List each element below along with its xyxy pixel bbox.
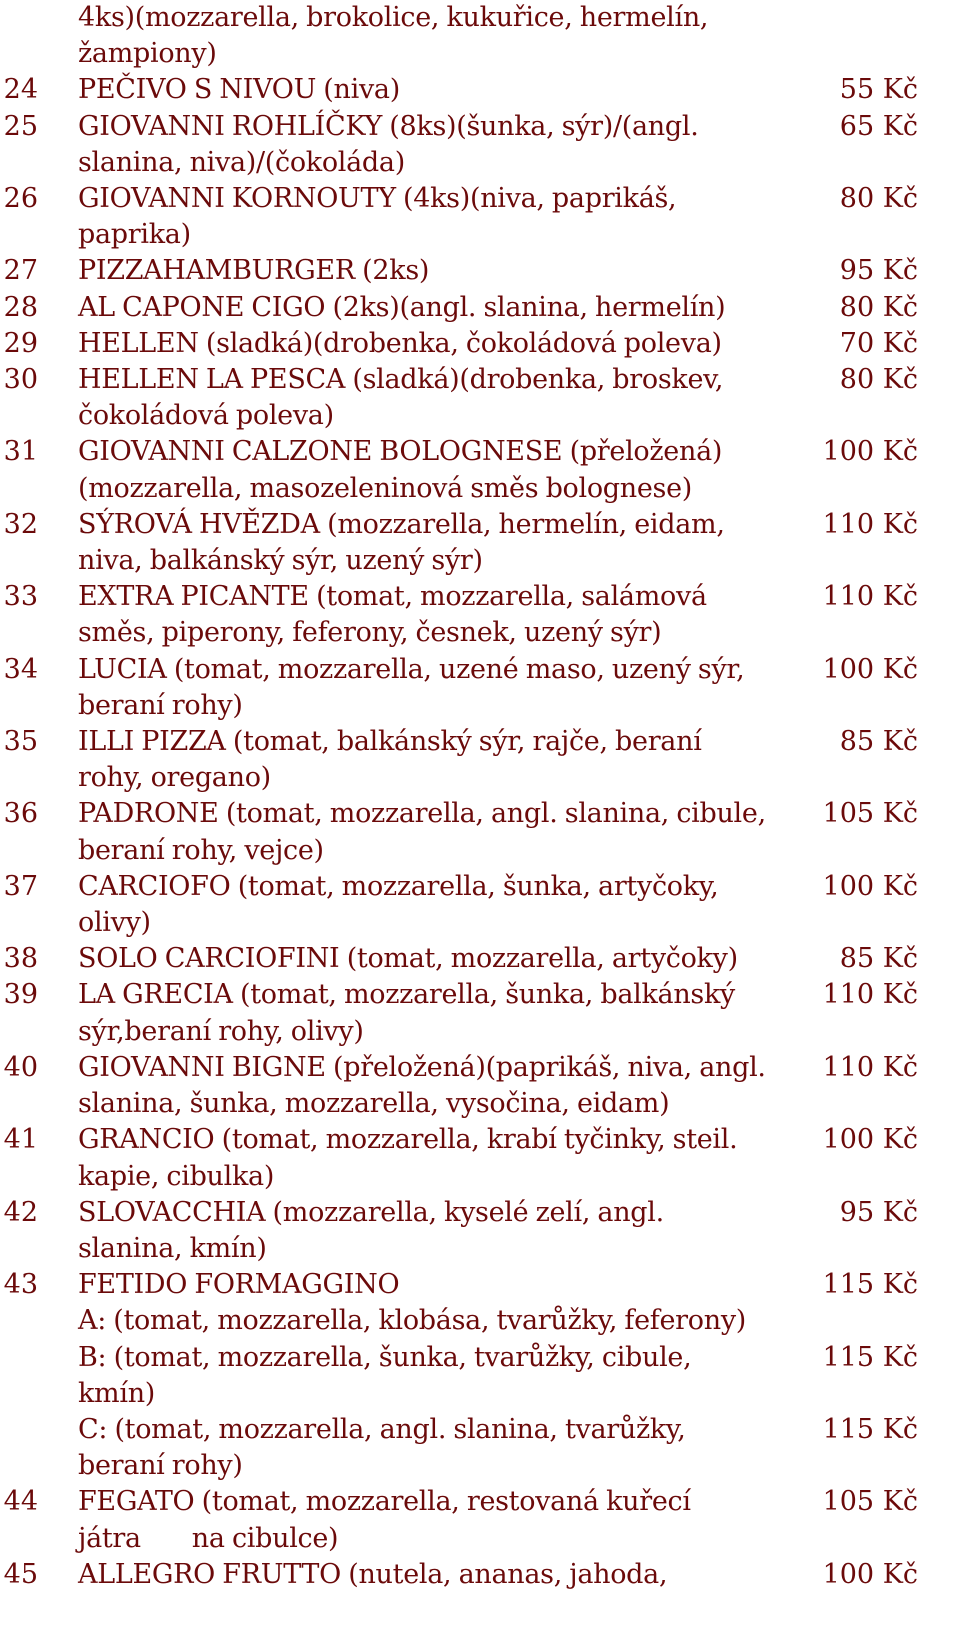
item-number: 42 bbox=[3, 1196, 38, 1228]
item-price: 115 Kč bbox=[822, 1269, 918, 1301]
menu-item bbox=[0, 941, 960, 977]
menu-item bbox=[0, 290, 960, 326]
item-price: 100 Kč bbox=[822, 1558, 918, 1590]
item-number: 45 bbox=[3, 1558, 38, 1590]
menu-item bbox=[0, 434, 960, 506]
item-description: FEGATO (tomat, mozzarella, restovaná kuřecí játra na cibulce) bbox=[78, 1486, 706, 1554]
menu-item bbox=[0, 253, 960, 289]
item-price: 115 Kč bbox=[822, 1341, 918, 1373]
item-price: 115 Kč bbox=[822, 1413, 918, 1445]
menu-item-variant bbox=[0, 1340, 960, 1412]
item-price: 80 Kč bbox=[839, 364, 918, 396]
item-number: 24 bbox=[3, 74, 38, 106]
item-price: 70 Kč bbox=[839, 327, 918, 359]
item-price: 80 Kč bbox=[839, 183, 918, 215]
item-number: 36 bbox=[3, 798, 38, 830]
item-description: AL CAPONE CIGO (2ks)(angl. slanina, hermelín) bbox=[78, 291, 726, 323]
item-description: FETIDO FORMAGGINO bbox=[78, 1269, 400, 1301]
item-description: HELLEN LA PESCA (sladká)(drobenka, broskev, čokoládová poleva) bbox=[78, 364, 724, 432]
item-number: 25 bbox=[3, 110, 38, 142]
item-number: 35 bbox=[3, 726, 38, 758]
menu-item bbox=[0, 1122, 960, 1194]
item-description: 4ks)(mozzarella, brokolice, kukuřice, hermelín, žampiony) bbox=[78, 2, 709, 70]
menu-item bbox=[0, 724, 960, 796]
item-description: EXTRA PICANTE (tomat, mozzarella, salámová směs, piperony, feferony, česnek, uzený sýr) bbox=[78, 581, 707, 649]
item-number: 32 bbox=[3, 508, 38, 540]
item-description: LA GRECIA (tomat, mozzarella, šunka, balkánský sýr,beraní rohy, olivy) bbox=[78, 979, 735, 1047]
item-price: 100 Kč bbox=[822, 1124, 918, 1156]
item-description: GIOVANNI ROHLÍČKY (8ks)(šunka, sýr)/(angl. slanina, niva)/(čokoláda) bbox=[78, 110, 699, 178]
item-description: PIZZAHAMBURGER (2ks) bbox=[78, 255, 430, 287]
item-number: 40 bbox=[3, 1051, 38, 1083]
menu-item bbox=[0, 109, 960, 181]
menu-item bbox=[0, 796, 960, 868]
item-number: 28 bbox=[3, 291, 38, 323]
item-description: ALLEGRO FRUTTO (nutela, ananas, jahoda, bbox=[78, 1558, 668, 1590]
item-description: HELLEN (sladká)(drobenka, čokoládová poleva) bbox=[78, 327, 722, 359]
item-number: 41 bbox=[3, 1124, 38, 1156]
item-number: 31 bbox=[3, 436, 38, 468]
menu-item bbox=[0, 1267, 960, 1303]
menu-item bbox=[0, 507, 960, 579]
item-description: GIOVANNI KORNOUTY (4ks)(niva, paprikáš, paprika) bbox=[78, 183, 677, 251]
item-price: 110 Kč bbox=[822, 581, 918, 613]
item-price: 110 Kč bbox=[822, 508, 918, 540]
menu-item bbox=[0, 652, 960, 724]
menu-item bbox=[0, 326, 960, 362]
item-description: GIOVANNI CALZONE BOLOGNESE (přeložená)(mozzarella, masozeleninová směs bolognese) bbox=[78, 436, 723, 504]
menu-item bbox=[0, 1557, 960, 1593]
menu-item-variant bbox=[0, 1303, 960, 1339]
item-description: SLOVACCHIA (mozzarella, kyselé zelí, angl. slanina, kmín) bbox=[78, 1196, 664, 1264]
menu-item bbox=[0, 869, 960, 941]
menu-item bbox=[0, 1195, 960, 1267]
item-price: 55 Kč bbox=[839, 74, 918, 106]
item-description: A: (tomat, mozzarella, klobása, tvarůžky, feferony) bbox=[78, 1305, 747, 1337]
menu-item bbox=[0, 362, 960, 434]
item-price: 105 Kč bbox=[822, 1486, 918, 1518]
menu-item-continued bbox=[0, 0, 960, 72]
item-price: 85 Kč bbox=[839, 726, 918, 758]
item-description: GIOVANNI BIGNE (přeložená)(paprikáš, niva, angl. slanina, šunka, mozzarella, vysočina, eidam) bbox=[78, 1051, 766, 1120]
item-price: 110 Kč bbox=[822, 979, 918, 1011]
item-number: 34 bbox=[3, 653, 38, 685]
item-description: C: (tomat, mozzarella, angl. slanina, tvarůžky, beraní rohy) bbox=[78, 1413, 686, 1482]
item-description: PEČIVO S NIVOU (niva) bbox=[78, 74, 400, 106]
item-number: 37 bbox=[3, 870, 38, 902]
item-price: 100 Kč bbox=[822, 870, 918, 902]
item-number: 29 bbox=[3, 327, 38, 359]
item-description: LUCIA (tomat, mozzarella, uzené maso, uzený sýr, beraní rohy) bbox=[78, 653, 745, 721]
item-description: ILLI PIZZA (tomat, balkánský sýr, rajče, beraní rohy, oregano) bbox=[78, 726, 702, 794]
menu-item bbox=[0, 72, 960, 108]
item-number: 43 bbox=[3, 1269, 38, 1301]
item-price: 65 Kč bbox=[839, 110, 918, 142]
item-description: B: (tomat, mozzarella, šunka, tvarůžky, cibule, kmín) bbox=[78, 1341, 692, 1409]
item-description: PADRONE (tomat, mozzarella, angl. slanina, cibule, beraní rohy, vejce) bbox=[78, 798, 766, 866]
item-number: 27 bbox=[3, 255, 38, 287]
menu-item bbox=[0, 1484, 960, 1556]
item-description: SOLO CARCIOFINI (tomat, mozzarella, artyčoky) bbox=[78, 943, 738, 975]
item-description: SÝROVÁ HVĚZDA (mozzarella, hermelín, eidam, niva, balkánský sýr, uzený sýr) bbox=[78, 508, 725, 577]
item-number: 26 bbox=[3, 183, 38, 215]
menu-item bbox=[0, 579, 960, 651]
item-description: CARCIOFO (tomat, mozzarella, šunka, artyčoky, olivy) bbox=[78, 870, 719, 939]
menu-item bbox=[0, 977, 960, 1049]
item-number: 38 bbox=[3, 943, 38, 975]
item-price: 85 Kč bbox=[839, 943, 918, 975]
menu-item bbox=[0, 1050, 960, 1122]
item-number: 33 bbox=[3, 581, 38, 613]
item-price: 95 Kč bbox=[839, 255, 918, 287]
item-price: 95 Kč bbox=[839, 1196, 918, 1228]
item-price: 80 Kč bbox=[839, 291, 918, 323]
item-description: GRANCIO (tomat, mozzarella, krabí tyčinky, steil. kapie, cibulka) bbox=[78, 1124, 738, 1192]
item-price: 105 Kč bbox=[822, 798, 918, 830]
menu-item-variant bbox=[0, 1412, 960, 1484]
item-number: 44 bbox=[3, 1486, 38, 1518]
item-price: 100 Kč bbox=[822, 436, 918, 468]
menu-item bbox=[0, 181, 960, 253]
item-price: 110 Kč bbox=[822, 1051, 918, 1083]
item-price: 100 Kč bbox=[822, 653, 918, 685]
item-number: 30 bbox=[3, 364, 38, 396]
item-number: 39 bbox=[3, 979, 38, 1011]
